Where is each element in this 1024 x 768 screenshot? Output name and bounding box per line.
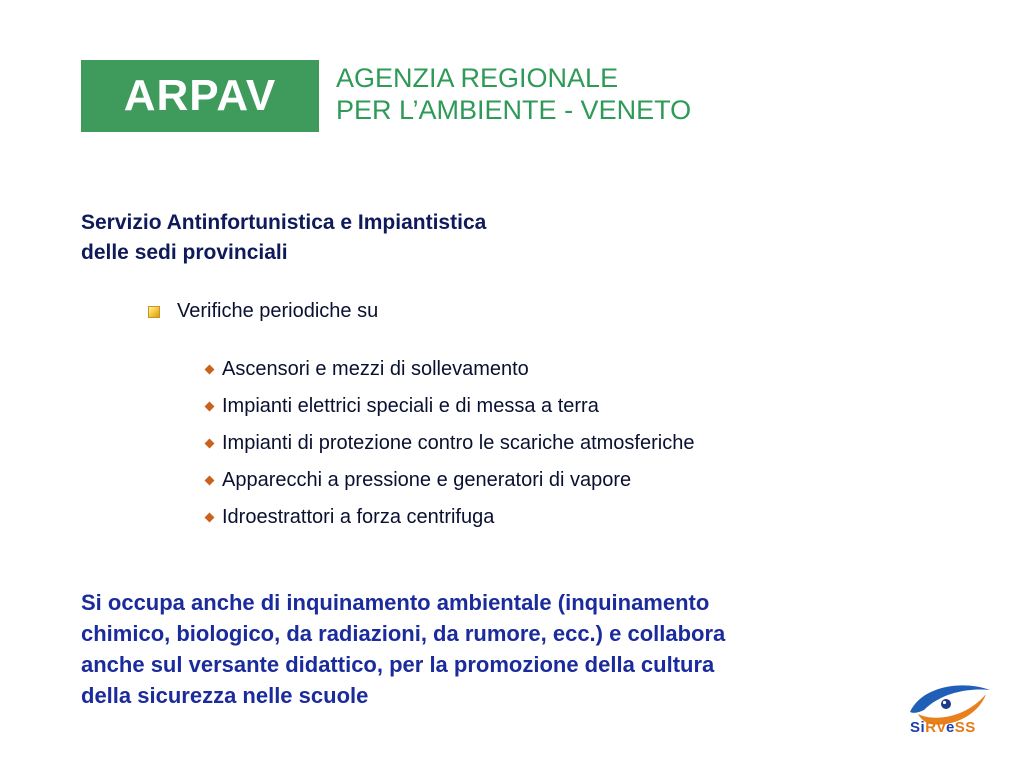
bullet-level1-text: Verifiche periodiche su <box>177 300 379 322</box>
sirvess-text-part3: e <box>945 719 955 736</box>
agency-name <box>336 62 691 126</box>
list-item <box>204 462 694 499</box>
description-line4: della sicurezza nelle scuole <box>81 683 369 708</box>
list-item <box>204 388 694 425</box>
agency-name-line1: AGENZIA REGIONALE <box>336 63 619 93</box>
list-item-text: Impianti elettrici speciali e di messa a terra <box>222 395 599 417</box>
section-title-line1: Servizio Antinfortunistica e Impiantistica <box>81 211 487 234</box>
sirvess-text-part4: SS <box>954 719 976 736</box>
bullet-level1 <box>148 300 378 323</box>
orange-diamond-bullet-icon <box>205 402 215 412</box>
sirvess-text-part2: RV <box>925 719 946 736</box>
description-line2: chimico, biologico, da radiazioni, da rumore, ecc.) e collabora <box>81 621 726 646</box>
yellow-square-bullet-icon <box>148 306 160 318</box>
description-paragraph <box>81 587 961 711</box>
list-item <box>204 499 694 536</box>
list-item-text: Ascensori e mezzi di sollevamento <box>222 358 529 380</box>
list-item-text: Apparecchi a pressione e generatori di vapore <box>222 469 632 491</box>
list-item-text: Impianti di protezione contro le scariche atmosferiche <box>222 432 695 454</box>
verification-list <box>204 351 694 536</box>
orange-diamond-bullet-icon <box>205 476 215 486</box>
orange-diamond-bullet-icon <box>205 439 215 449</box>
section-title <box>81 208 486 268</box>
description-line1: Si occupa anche di inquinamento ambientale (inquinamento <box>81 590 710 615</box>
agency-name-line2: PER L’AMBIENTE - VENETO <box>336 95 692 125</box>
description-line3: anche sul versante didattico, per la promozione della cultura <box>81 652 715 677</box>
list-item <box>204 351 694 388</box>
sirvess-logo-text <box>910 719 1000 736</box>
sirvess-text-part1: Si <box>910 719 926 736</box>
arpav-logo <box>81 60 319 132</box>
arpav-logo-text: ARPAV <box>123 71 277 120</box>
list-item-text: Idroestrattori a forza centrifuga <box>222 506 495 528</box>
orange-diamond-bullet-icon <box>205 365 215 375</box>
orange-diamond-bullet-icon <box>205 513 215 523</box>
list-item <box>204 425 694 462</box>
section-title-line2: delle sedi provinciali <box>81 241 288 264</box>
